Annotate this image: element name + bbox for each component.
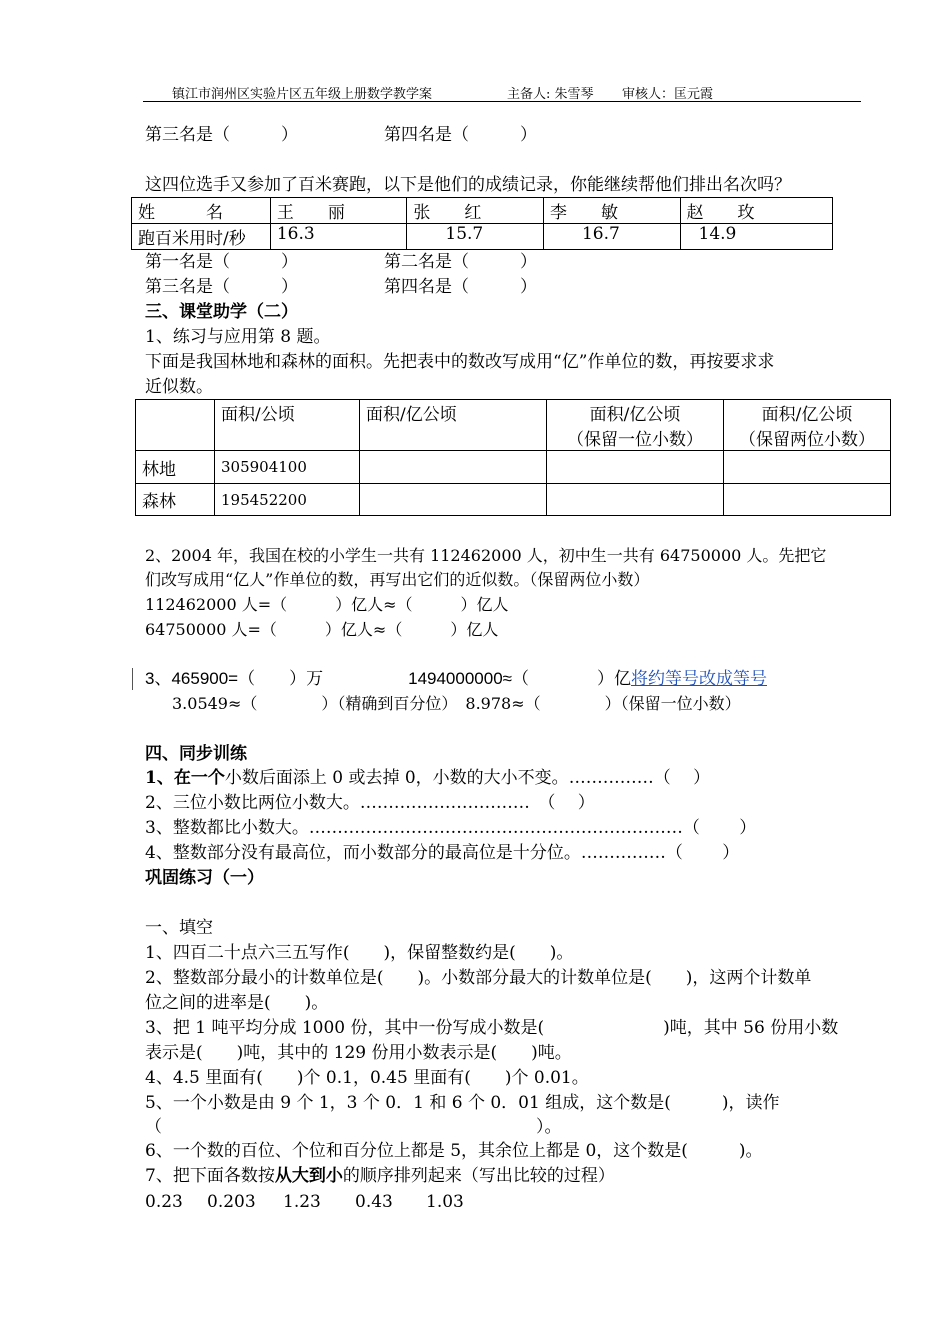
area-table-header-text: 面积/亿公顷 <box>589 405 681 425</box>
practice-q5-line1: 5、一个小数是由 9 个 1，3 个 0．1 和 6 个 0．01 组成，这个数是( )，读作 <box>145 1093 780 1113</box>
practice-q1: 1、四百二十点六三五写作( )，保留整数约是( )。 <box>145 943 574 963</box>
section4-item <box>145 792 595 814</box>
practice-title: 巩固练习（一） <box>145 868 264 888</box>
rank-fourth-top: 第四名是（ ） <box>384 125 537 145</box>
practice-q5-line2: （ ）。 <box>145 1117 562 1137</box>
area-table-subheader: （保留一位小数） <box>567 430 703 450</box>
area-row-cell[interactable] <box>724 451 891 484</box>
practice-q6: 6、一个数的百位、个位和百分位上都是 5，其余位上都是 0，这个数是( )。 <box>145 1141 763 1161</box>
practice-q7-post: 的顺序排列起来（写出比较的过程） <box>342 1166 615 1186</box>
sprint-name: 王 丽 <box>270 198 407 224</box>
practice-q3-line2: 表示是( )吨，其中的 129 份用小数表示是( )吨。 <box>145 1043 572 1063</box>
section3-q1: 1、练习与应用第 8 题。 <box>145 327 331 347</box>
header-preparer: 主备人: 朱雪琴 <box>507 87 594 102</box>
rank-third: 第三名是（ ） <box>145 277 298 297</box>
practice-q7-pre: 7、把下面各数按 <box>145 1166 275 1186</box>
area-table-header <box>360 400 547 451</box>
practice-number: 0.203 <box>207 1192 256 1212</box>
rank-third-top: 第三名是（ ） <box>145 125 298 145</box>
section3-q2-line2: 们改写成用“亿人”作单位的数，再写出它们的近似数。（保留两位小数） <box>145 570 650 589</box>
sprint-time: 14.9 <box>680 224 832 250</box>
sprint-name: 李 敏 <box>543 198 680 224</box>
section4-item-dots: …………… <box>568 768 654 788</box>
area-table-subheader: （保留两位小数） <box>739 430 875 450</box>
practice-number: 0.23 <box>145 1192 183 1212</box>
section3-q2-a: 112462000 人=（ ）亿人≈（ ）亿人 <box>145 595 509 614</box>
practice-q7-bold: 从大到小 <box>274 1166 343 1186</box>
area-row-label: 森林 <box>136 484 215 516</box>
area-row-value: 305904100 <box>215 451 360 484</box>
section4-item-paren: （ ） <box>682 818 757 838</box>
sprint-time: 15.7 <box>407 224 544 250</box>
sprint-name: 赵 玫 <box>680 198 832 224</box>
section3-q1-desc-1: 下面是我国林地和森林的面积。先把表中的数改写成用“亿”作单位的数，再按要求求 <box>145 352 775 372</box>
section4-item-text: 小数后面添上 0 或去掉 0，小数的大小不变。 <box>224 768 569 788</box>
section3-q2-b: 64750000 人=（ ）亿人≈（ ）亿人 <box>145 620 499 639</box>
area-table <box>135 399 891 516</box>
section3-q2-line1: 2、2004 年，我国在校的小学生一共有 112462000 人，初中生一共有 64750000 人。先把它 <box>145 546 827 565</box>
area-row-cell[interactable] <box>547 484 724 516</box>
area-table-header-text: 面积/亿公顷 <box>761 405 853 425</box>
practice-q2-line1: 2、整数部分最小的计数单位是( )。小数部分最大的计数单位是( )，这两个计数单 <box>145 968 812 988</box>
sprint-header-label: 姓 名 <box>132 198 271 224</box>
area-table-header <box>215 400 360 451</box>
edit-link[interactable]: 将约等号改成等号 <box>631 669 767 688</box>
rank-first: 第一名是（ ） <box>145 252 298 272</box>
section3-q3-line2: 3.0549≈（ ）（精确到百分位） 8.978≈（ ）（保留一位小数） <box>172 694 741 713</box>
section4-item-paren: （ ） <box>529 793 595 813</box>
practice-q3-line1: 3、把 1 吨平均分成 1000 份，其中一份写成小数是( )吨，其中 56 份用小数 <box>145 1018 839 1038</box>
section4-item-text: 3、整数都比小数大。 <box>145 818 309 838</box>
practice-number: 1.23 <box>283 1192 321 1212</box>
header-rule <box>143 101 861 102</box>
text-cursor <box>132 668 133 690</box>
section4-item-dots: ………………………………………………………… <box>308 818 683 838</box>
section4-item-bold: 1、在一个 <box>145 768 225 788</box>
area-table-header-text: 面积/亿公顷 <box>366 405 457 425</box>
section4-item <box>145 842 739 864</box>
section4-item-text: 4、整数部分没有最高位，而小数部分的最高位是十分位。 <box>145 843 581 863</box>
practice-number: 0.43 <box>355 1192 393 1212</box>
sprint-time: 16.7 <box>543 224 680 250</box>
area-table-header-text: 面积/公顷 <box>221 405 295 425</box>
practice-q7 <box>145 1165 615 1187</box>
sprint-table <box>131 197 833 250</box>
sprint-name: 张 红 <box>407 198 544 224</box>
section4-item-dots: …………… <box>580 843 666 863</box>
section4-item <box>145 767 710 789</box>
section4-item-paren: （ ） <box>653 768 711 788</box>
section4-item-dots: ………………………… <box>359 793 530 813</box>
area-row-label: 林地 <box>136 451 215 484</box>
sprint-intro: 这四位选手又参加了百米赛跑，以下是他们的成绩记录，你能继续帮他们排出名次吗？ <box>145 175 791 195</box>
table-row <box>136 484 891 516</box>
practice-number: 1.03 <box>426 1192 464 1212</box>
area-row-cell[interactable] <box>547 451 724 484</box>
area-row-cell[interactable] <box>360 451 547 484</box>
practice-q2-line2: 位之间的进率是( )。 <box>145 993 329 1013</box>
area-table-header <box>724 400 891 451</box>
area-row-cell[interactable] <box>360 484 547 516</box>
section4-title: 四、同步训练 <box>145 744 247 764</box>
header-reviewer: 审核人：匡元霞 <box>622 87 714 102</box>
area-row-value: 195452200 <box>215 484 360 516</box>
section3-q3-text: 3、465900=（ ）万 1494000000≈（ ）亿 <box>145 669 631 688</box>
practice-q4: 4、4.5 里面有( )个 0.1，0.45 里面有( )个 0.01。 <box>145 1068 589 1088</box>
section4-item-paren: （ ） <box>665 843 740 863</box>
practice-fill-title: 一、填空 <box>145 918 213 938</box>
section3-q1-desc-2: 近似数。 <box>145 377 213 397</box>
section3-title: 三、课堂助学（二） <box>145 302 298 322</box>
table-row <box>136 451 891 484</box>
header-title: 镇江市润州区实验片区五年级上册数学教学案 <box>172 87 433 102</box>
rank-second: 第二名是（ ） <box>384 252 537 272</box>
rank-fourth: 第四名是（ ） <box>384 277 537 297</box>
section3-q3 <box>145 668 767 690</box>
area-table-corner <box>136 400 215 451</box>
sprint-row-label: 跑百米用时/秒 <box>132 224 271 250</box>
section4-item <box>145 817 756 839</box>
area-table-header <box>547 400 724 451</box>
section4-item-text: 2、三位小数比两位小数大。 <box>145 793 360 813</box>
sprint-time: 16.3 <box>270 224 407 250</box>
area-row-cell[interactable] <box>724 484 891 516</box>
